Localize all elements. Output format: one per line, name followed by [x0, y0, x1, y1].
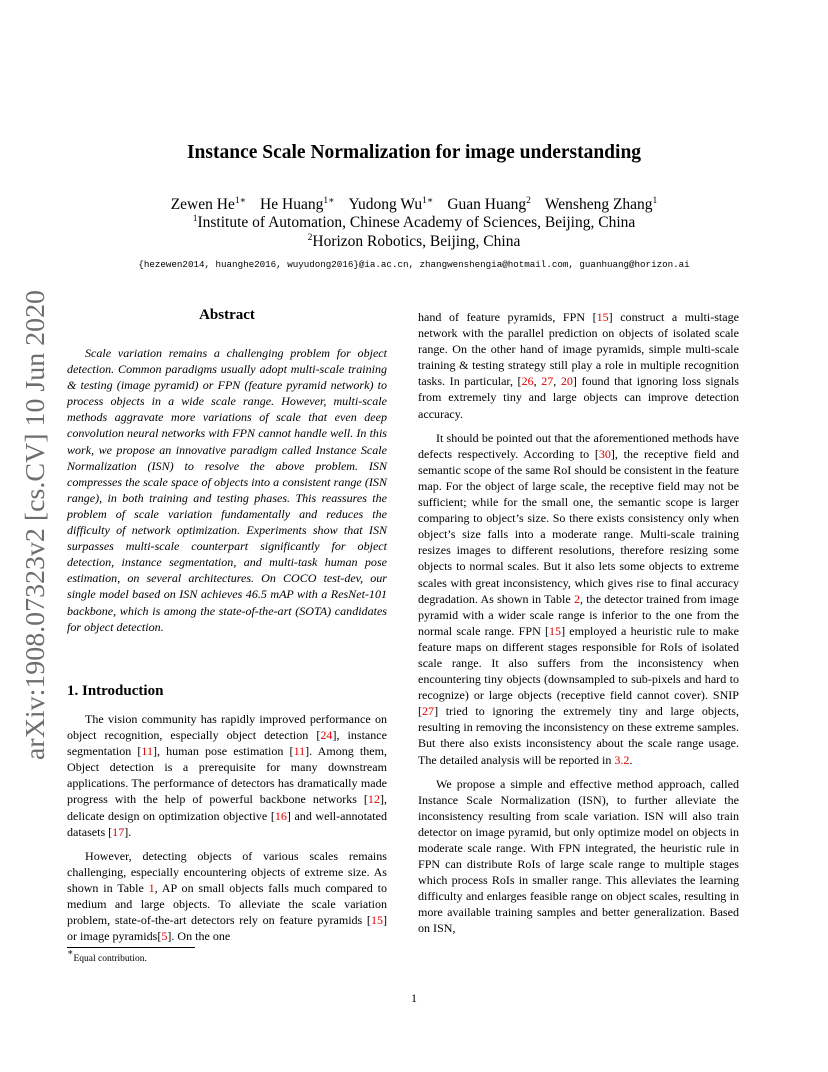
author-affiliation-mark: 1∗ — [234, 196, 247, 206]
footnote-divider — [67, 947, 195, 948]
author-name: Yudong Wu — [348, 196, 423, 213]
author-2 — [260, 196, 335, 213]
citation-link[interactable]: 12 — [367, 792, 380, 807]
paragraph-text: ], human pose estimation [ — [152, 744, 294, 759]
abstract-heading: Abstract — [199, 307, 255, 323]
citation-link[interactable]: 11 — [141, 744, 153, 759]
citation-link[interactable]: 1 — [148, 880, 155, 895]
citation-link[interactable]: 2 — [573, 591, 580, 606]
intro-paragraph — [418, 430, 739, 768]
arxiv-identifier-stamp — [2, 290, 60, 760]
citation-link[interactable]: 27 — [541, 374, 554, 389]
citation-link[interactable]: 20 — [560, 374, 573, 389]
paragraph-text: . — [629, 752, 633, 767]
citation-link[interactable]: 11 — [293, 744, 306, 759]
footnote-mark: ∗ — [67, 948, 74, 958]
author-name: Wensheng Zhang — [544, 196, 653, 213]
paragraph-text: , AP on small objects falls much compared to medium and large objects. To alleviate the scale variation problem, state-of-the-art detectors rely on feature pyramids [ — [67, 880, 387, 928]
author-name: Guan Huang — [447, 196, 527, 213]
left-column-body — [67, 711, 387, 952]
paragraph-text: ] employed a heuristic rule to make feature maps on different stages responsible for RoIs of isolated scale range. It also suffers from the inconsistency when encountering tiny objects (downsampled to sub-pixels and hard to recognize) or large objects (receptive field cannot cover). SNIP [ — [418, 623, 739, 719]
author-name: He Huang — [260, 196, 324, 213]
citation-link[interactable]: 5 — [161, 929, 168, 944]
paragraph-text: , the detector trained from image pyramid with a wider scale range is inferior to the one from the normal scale range. FPN [ — [418, 591, 739, 638]
paragraph-text: ] found that ignoring loss signals from extremely tiny and large objects can improve detection accuracy. — [418, 374, 739, 421]
arxiv-stamp-text: arXiv:1908.07323v2 [cs.CV] 10 Jun 2020 — [20, 305, 50, 760]
citation-link[interactable]: 26 — [521, 374, 534, 389]
intro-paragraph — [67, 711, 387, 840]
paragraph-text: ]. On the one — [167, 929, 231, 944]
author-1 — [171, 196, 246, 213]
paragraph-text: ] or image pyramids[ — [67, 913, 387, 944]
citation-link[interactable]: 30 — [598, 446, 611, 461]
right-column-body — [418, 309, 739, 945]
paragraph-text: , — [553, 374, 561, 389]
abstract-body — [67, 345, 387, 643]
affiliation-1-mark: 1 — [192, 214, 198, 224]
footnote — [67, 948, 147, 964]
paragraph-text: ] tried to ignoring the extremely tiny and large objects, resulting in removing the inconsistency on these extreme samples. But there also exists inconsistency about the scale range usage. The detailed analysis will be reported in — [418, 704, 739, 767]
author-name: Zewen He — [170, 196, 235, 213]
author-affiliation-mark: 1∗ — [422, 196, 434, 206]
citation-link[interactable]: 27 — [422, 704, 435, 719]
citation-link[interactable]: 3.2 — [614, 752, 630, 767]
paragraph-text: [ — [316, 728, 321, 743]
affiliation-1 — [0, 214, 828, 232]
author-affiliation-mark: 1 — [652, 196, 658, 206]
affiliation-2 — [0, 233, 828, 251]
affiliation-2-text: Horizon Robotics, Beijing, China — [312, 233, 521, 250]
citation-link[interactable]: 17 — [112, 824, 125, 839]
paper-title: Instance Scale Normalization for image understanding — [186, 142, 642, 163]
paragraph-text: ], instance segmentation [ — [67, 728, 387, 759]
paragraph-text: hand of feature pyramids, FPN [ — [418, 310, 597, 324]
citation-link[interactable]: 15 — [370, 913, 383, 928]
footnote-text: Equal contribution. — [73, 954, 147, 964]
author-affiliation-mark: 2 — [526, 196, 531, 206]
author-3 — [349, 196, 434, 213]
citation-link[interactable]: 15 — [549, 623, 562, 638]
affiliation-1-text: Institute of Automation, Chinese Academy of Sciences, Beijing, China — [197, 214, 636, 231]
page-number: 1 — [411, 991, 417, 1005]
paragraph-text: We propose a simple and effective method approach, called Instance Scale Normalization (ISN), to further alleviate the inconsistency resulting from scale variation. ISN will also train detector on image pyramid, but only optimize model on objects in moderate scale range. With FPN integrated, the heuristic rule in FPN can distribute RoIs of large scale range to multiple stages which process RoIs in smaller range. This alleviates the learning difficulty and enlarges feasible range on object scales, resulting in more available training samples and better generalization. Based on ISN, — [418, 776, 739, 936]
author-4 — [447, 196, 531, 213]
intro-paragraph — [418, 776, 739, 937]
intro-paragraph — [418, 309, 739, 422]
citation-link[interactable]: 24 — [320, 728, 333, 743]
abstract-paragraph: Scale variation remains a challenging problem for object detection. Common paradigms usually adopt multi-scale training & testing (image pyramid) or FPN (feature pyramid network) to process objects in a wide scale range. However, multi-scale methods aggravate more variations of scale that even deep convolution neural networks with FPN cannot handle well. In this work, we propose an innovative paradigm called Instance Scale Normalization (ISN) to resolve the above problem. ISN compresses the scale space of objects into a consistent range (ISN range), in both training and testing phases. This reassures the problem of scale variation fundamentally and reduces the difficulty of network optimization. Experiments show that ISN surpasses multi-scale counterpart significantly for object detection, instance segmentation, and multi-task human pose estimation, on several architectures. On COCO test-dev, our single model based on ISN achieves 46.5 mAP with a ResNet-101 backbone, which is among the state-of-the-art (SOTA) candidates for object detection. — [67, 346, 387, 634]
paragraph-text: However, detecting objects of various scales remains challenging, especially encountering objects of extreme size. As shown in Table — [67, 848, 387, 895]
author-emails: {hezewen2014, huanghe2016, wuyudong2016}@ia.ac.cn, zhangwenshengia@hotmail.com, guanhuang@horizon.ai — [138, 259, 690, 270]
citation-link[interactable]: 15 — [596, 310, 609, 324]
paragraph-text: , — [533, 374, 542, 389]
author-list — [0, 195, 828, 214]
paragraph-text: ], the receptive field and semantic scope of the same RoI should be consistent in the feature map. For the object of large scale, the receptive field may not be sufficient; while for the small one, the semantic scope is larger comparing to object’s size. So there exists consistency only when object’s size falls into a moderate range. Multi-scale training resizes images to different resolutions, therefore resizing some objects to normal scales. But it also lets some objects to extreme scales with great inconsistency, which gives rise to final accuracy degradation. As shown in Table — [418, 446, 739, 606]
citation-link[interactable]: 16 — [274, 808, 287, 823]
paragraph-text: ], delicate design on optimization objective [ — [67, 792, 387, 823]
paragraph-text: ]. — [124, 824, 132, 839]
paragraph-text: It should be pointed out that the aforementioned methods have defects respectively. According to [ — [418, 430, 739, 461]
intro-paragraph — [67, 848, 387, 945]
affiliation-2-mark: 2 — [307, 233, 313, 243]
author-5 — [545, 196, 657, 213]
paragraph-text: ] and well-annotated datasets [ — [67, 808, 387, 839]
paragraph-text: ] construct a multi-stage network with the parallel prediction on objects of isolated scale range. On the other hand of image pyramids, simple multi-scale training & testing strategy still play a role in multiple recognition tasks. In particular, [ — [418, 310, 739, 389]
paragraph-text: The vision community has rapidly improved performance on object recognition, especially object detection — [67, 712, 387, 743]
section-heading-introduction: 1. Introduction — [67, 683, 164, 699]
author-affiliation-mark: 1∗ — [323, 196, 335, 206]
paragraph-text: ]. Among them, Object detection is a prerequisite for many downstream applications. The performance of detectors has dramatically made progress with the help of powerful backbone networks [ — [67, 744, 388, 807]
